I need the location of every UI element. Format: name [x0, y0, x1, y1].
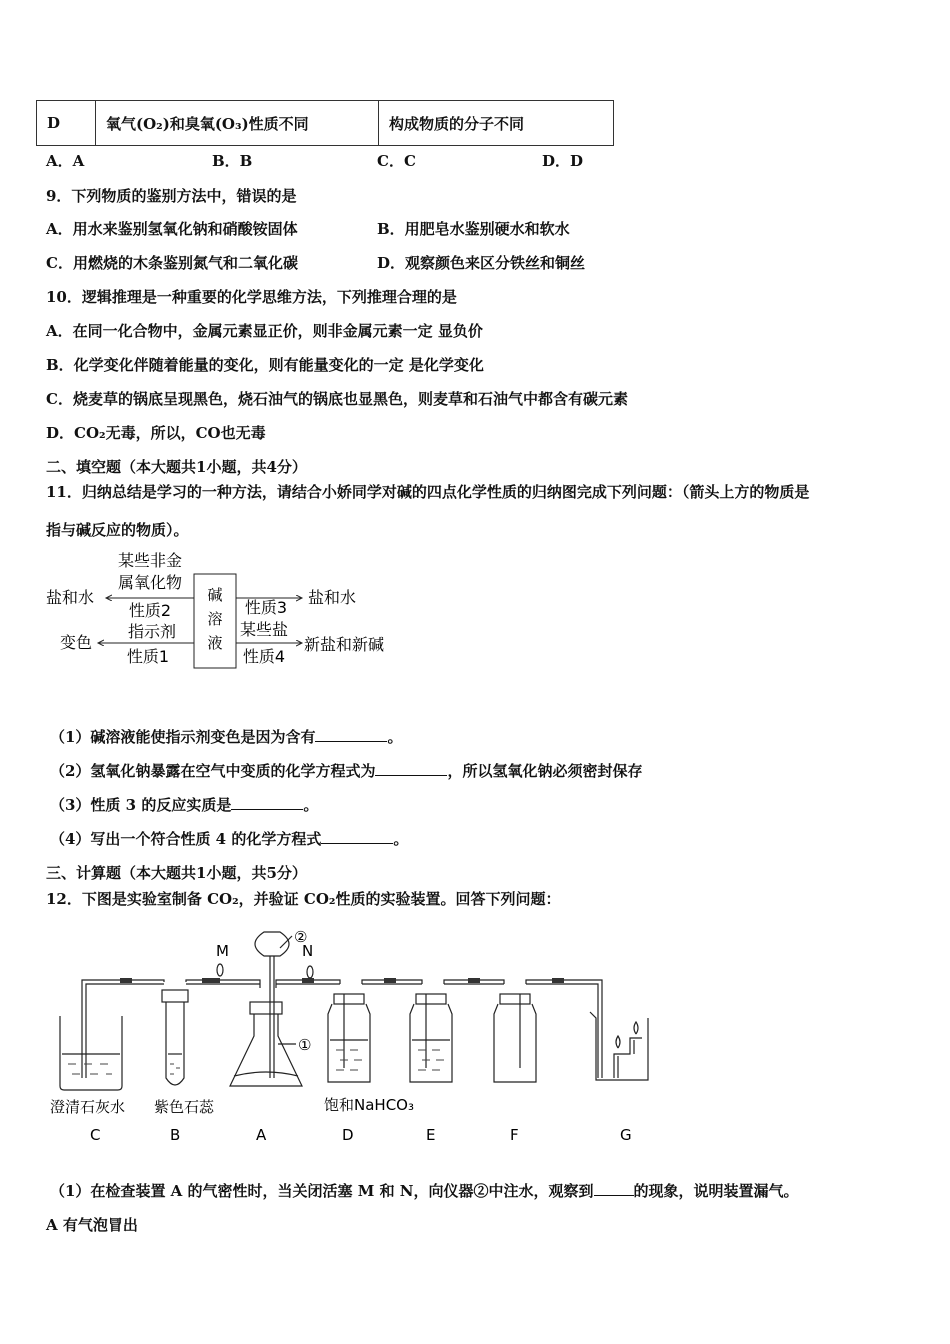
valve-m-label: M [216, 942, 229, 960]
q11-sub2-end: ，所以氢氧化钠必须密封保存 [447, 762, 643, 780]
result-salt-water-left: 盐和水 [46, 588, 95, 607]
center-char-2: 溶 [207, 610, 223, 628]
q11-sub2 [50, 761, 642, 781]
letter-f: F [510, 1126, 519, 1144]
q10-stem: 10．逻辑推理是一种重要的化学思维方法，下列推理合理的是 [46, 288, 457, 306]
q11-sub3-end: 。 [303, 796, 319, 814]
q12-answer: A 有气泡冒出 [46, 1216, 138, 1234]
q10-option-c: C．烧麦草的锅底呈现黑色，烧石油气的锅底也显黑色，则麦草和石油气中都含有碳元素 [46, 390, 628, 408]
q11-sub3 [50, 795, 318, 815]
q8-option-a: A．A [46, 152, 85, 170]
center-char-1: 碱 [207, 586, 223, 604]
q12-sub1-blank[interactable] [594, 1181, 634, 1196]
q11-sub1-end: 。 [387, 728, 403, 746]
property-1-label: 性质1 [126, 647, 170, 666]
q9-option-b: B．用肥皂水鉴别硬水和软水 [377, 220, 570, 238]
tube-c-b [82, 980, 164, 1078]
q8-option-b: B．B [212, 152, 253, 170]
q9-option-c: C．用燃烧的木条鉴别氮气和二氧化碳 [46, 254, 298, 272]
flask-mark: ① [298, 1036, 312, 1054]
q8-option-d: D．D [542, 152, 584, 170]
letter-d: D [342, 1126, 354, 1144]
result-color-change: 变色 [60, 633, 93, 652]
q9-option-a: A．用水来鉴别氢氧化钠和硝酸铵固体 [46, 220, 298, 238]
q10-option-d: D．CO₂无毒，所以，CO也无毒 [46, 424, 266, 442]
q9-stem: 9．下列物质的鉴别方法中，错误的是 [46, 187, 297, 205]
bottle-d [328, 1004, 370, 1082]
label-limewater: 澄清石灰水 [50, 1098, 126, 1116]
q11-sub2-text: （2）氢氧化钠暴露在空气中变质的化学方程式为 [50, 762, 376, 780]
letter-g: G [620, 1126, 632, 1144]
q12-sub1 [50, 1181, 799, 1201]
q11-sub1 [50, 727, 402, 747]
q11-sub4-end: 。 [393, 830, 409, 848]
funnel-mark: ② [294, 928, 308, 946]
q11-sub2-blank[interactable] [375, 761, 447, 776]
test-tube-b [166, 1002, 184, 1085]
q11-sub1-text: （1）碱溶液能使指示剂变色是因为含有 [50, 728, 316, 746]
q12-stem: 12．下图是实验室制备 CO₂，并验证 CO₂性质的实验装置。回答下列问题： [46, 890, 561, 908]
center-char-3: 液 [207, 634, 223, 652]
q11-sub4-blank[interactable] [321, 829, 393, 844]
q11-sub3-text: （3）性质 3 的反应实质是 [50, 796, 232, 814]
q8-cell-letter: D [37, 101, 96, 146]
q10-option-a: A．在同一化合物中，金属元素显正价，则非金属元素一定 显负价 [46, 322, 483, 340]
letter-e: E [426, 1126, 436, 1144]
valve-n [307, 966, 313, 978]
q11-stem-line1: 11．归纳总结是学习的一种方法，请结合小娇同学对碱的四点化学性质的归纳图完成下列问题：（箭头上方的物质是 [46, 483, 810, 501]
reagent-indicator: 指示剂 [127, 622, 177, 641]
q12-sub1-end: 的现象，说明装置漏气。 [633, 1182, 799, 1200]
table-row [37, 101, 614, 146]
q9-option-d: D．观察颜色来区分铁丝和铜丝 [377, 254, 586, 272]
beaker-c [60, 1016, 122, 1090]
result-salt-water-right: 盐和水 [308, 588, 357, 607]
result-new-salt-base: 新盐和新碱 [304, 635, 385, 654]
reagent-nonmetal-oxide-1: 某些非金 [117, 551, 183, 570]
co2-apparatus-figure [44, 918, 664, 1148]
section-3-heading: 三、计算题（本大题共1小题，共5分） [46, 864, 307, 882]
q8-option-c: C．C [377, 152, 416, 170]
section-2-heading: 二、填空题（本大题共1小题，共4分） [46, 458, 307, 476]
letter-b: B [170, 1126, 181, 1144]
flask-a [230, 1014, 302, 1086]
bottle-e [410, 1004, 452, 1082]
q11-sub4-text: （4）写出一个符合性质 4 的化学方程式 [50, 830, 322, 848]
q11-sub1-blank[interactable] [315, 727, 387, 742]
q12-sub1-text: （1）在检查装置 A 的气密性时，当关闭活塞 M 和 N，向仪器②中注水，观察到 [50, 1182, 594, 1200]
q8-table [36, 100, 614, 146]
q11-sub3-blank[interactable] [231, 795, 303, 810]
label-litmus: 紫色石蕊 [154, 1098, 215, 1116]
valve-n-label: N [302, 942, 314, 960]
letter-c: C [90, 1126, 101, 1144]
property-3-label: 性质3 [244, 598, 288, 617]
q8-cell-fact: 氧气(O₂)和臭氧(O₃)性质不同 [96, 101, 379, 146]
tube-f-g [526, 980, 602, 1078]
base-properties-diagram [40, 546, 420, 672]
q11-sub4 [50, 829, 408, 849]
label-nahco3: 饱和NaHCO₃ [324, 1096, 414, 1114]
reagent-some-salts: 某些盐 [239, 620, 289, 639]
letter-a: A [256, 1126, 267, 1144]
valve-m [217, 964, 223, 976]
q8-cell-reason: 构成物质的分子不同 [379, 101, 614, 146]
property-2-label: 性质2 [128, 601, 172, 620]
bottle-f [494, 1004, 536, 1082]
q11-stem-line2: 指与碱反应的物质）。 [46, 521, 189, 539]
q10-option-b: B．化学变化伴随着能量的变化，则有能量变化的一定 是化学变化 [46, 356, 484, 374]
reagent-nonmetal-oxide-2: 属氧化物 [117, 573, 183, 592]
property-4-label: 性质4 [242, 647, 286, 666]
